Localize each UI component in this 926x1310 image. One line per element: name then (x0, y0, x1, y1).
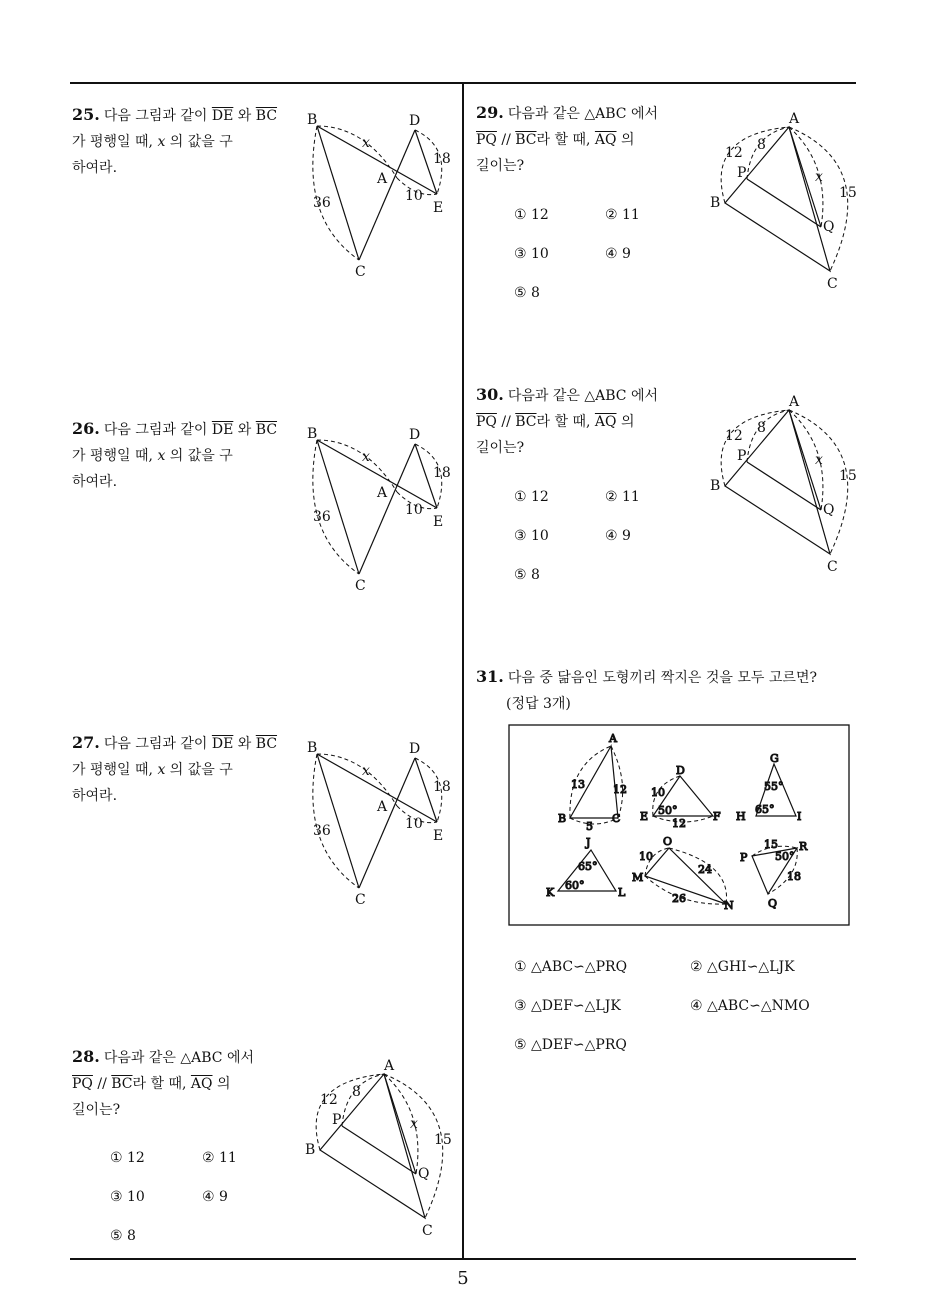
vertex-h: H (736, 810, 746, 823)
label-18: 18 (433, 151, 451, 167)
choice-1[interactable]: ① 12 (514, 207, 549, 223)
vertex-g: G (770, 752, 779, 765)
question-number: 31. (476, 667, 504, 686)
vertex-p: P (737, 165, 747, 181)
label-10: 10 (405, 502, 423, 518)
label-12: 12 (613, 783, 627, 796)
vertex-a: A (609, 732, 617, 745)
vertex-b: B (307, 112, 318, 128)
vertex-b: B (305, 1142, 316, 1158)
segment-pq (747, 462, 821, 510)
question-26: 26. 다음 그림과 같이 $\overline{DE}$ 와 $\overline{BC}$ 가 평행일 때, x 의 값을 구 하여라. (72, 419, 278, 490)
vertex-e: E (433, 514, 444, 530)
vertex-d: D (676, 764, 685, 777)
label-x: x (410, 1116, 418, 1132)
label-26: 26 (672, 892, 686, 905)
label-angle-55: 55° (764, 780, 784, 793)
vertex-c: C (422, 1223, 433, 1239)
vertex-a: A (377, 171, 388, 187)
label-13: 13 (571, 778, 585, 791)
vertex-i: I (797, 810, 802, 823)
q31-choice-2[interactable]: ② △GHI∽△LJK (690, 959, 795, 975)
vertex-d: D (409, 741, 421, 757)
label-10: 10 (651, 786, 665, 799)
segment-pq (342, 1126, 416, 1174)
vertex-o: O (663, 835, 673, 848)
vertex-q: Q (823, 502, 835, 518)
vertex-a: A (384, 1058, 395, 1074)
choice-2[interactable]: ② 11 (605, 489, 640, 505)
q31-choice-1[interactable]: ① △ABC∽△PRQ (514, 959, 628, 975)
label-x: x (815, 452, 823, 468)
label-12: 12 (725, 428, 743, 444)
choice-2[interactable]: ② 11 (202, 1150, 237, 1166)
similar-triangles-figure (508, 724, 850, 926)
label-15: 15 (839, 185, 857, 201)
choice-4[interactable]: ④ 9 (202, 1189, 228, 1205)
vertex-q: Q (768, 897, 778, 910)
question-number: 29. (476, 103, 504, 122)
label-10: 10 (405, 816, 423, 832)
label-18: 18 (433, 465, 451, 481)
bowtie-figure-25 (305, 108, 465, 283)
choice-4[interactable]: ④ 9 (605, 528, 631, 544)
label-x: x (362, 763, 370, 779)
choice-5[interactable]: ⑤ 8 (514, 567, 540, 583)
label-angle-65: 65° (578, 860, 598, 873)
vertex-b: B (710, 195, 721, 211)
vertex-c: C (355, 264, 366, 280)
label-x: x (362, 135, 370, 151)
vertex-r: R (799, 840, 808, 853)
label-36: 36 (313, 509, 331, 525)
vertex-d: D (409, 427, 421, 443)
arc-5 (570, 818, 618, 824)
vertex-c: C (612, 812, 621, 825)
choice-3[interactable]: ③ 10 (514, 246, 549, 262)
vertex-p: P (332, 1112, 342, 1128)
vertex-q: Q (418, 1166, 430, 1182)
vertex-c: C (827, 559, 838, 575)
choice-1[interactable]: ① 12 (110, 1150, 145, 1166)
q31-choice-3[interactable]: ③ △DEF∽△LJK (514, 998, 621, 1014)
vertex-e: E (433, 828, 444, 844)
label-10: 10 (405, 188, 423, 204)
vertex-b: B (710, 478, 721, 494)
triangle-figure-30 (705, 388, 870, 578)
choice-2[interactable]: ② 11 (605, 207, 640, 223)
label-18: 18 (433, 779, 451, 795)
page-number: 5 (457, 1268, 469, 1289)
label-12: 12 (725, 145, 743, 161)
bottom-rule (70, 1258, 856, 1260)
vertex-a: A (377, 485, 388, 501)
vertex-e: E (433, 200, 444, 216)
vertex-c: C (355, 578, 366, 594)
question-30: 30. 다음과 같은 △ABC 에서 $\overline{PQ} // \overline{BC}$라 할 때, $\overline{AQ}$ 의 길이는? (476, 385, 658, 456)
vertex-j: J (586, 836, 591, 849)
triangle-figure-29 (705, 105, 870, 295)
choice-3[interactable]: ③ 10 (514, 528, 549, 544)
vertex-n: N (724, 899, 734, 912)
choice-5[interactable]: ⑤ 8 (110, 1228, 136, 1244)
vertex-k: K (546, 886, 555, 899)
vertex-p: P (740, 851, 748, 864)
question-29: 29. 다음과 같은 △ABC 에서 $\overline{PQ} // \overline{BC}$라 할 때, $\overline{AQ}$ 의 길이는? (476, 103, 658, 174)
label-8: 8 (757, 420, 766, 436)
label-angle-50: 50° (658, 804, 678, 817)
label-angle-65: 65° (755, 803, 775, 816)
question-25: 25. 다음 그림과 같이 $\overline{DE}$ 와 $\overline{BC}$ 가 평행일 때, x 의 값을 구 하여라. (72, 105, 278, 176)
vertex-b: B (307, 740, 318, 756)
q31-choice-4[interactable]: ④ △ABC∽△NMO (690, 998, 810, 1014)
label-24: 24 (698, 863, 712, 876)
vertex-c: C (827, 276, 838, 292)
question-27: 27. 다음 그림과 같이 $\overline{DE}$ 와 $\overline{BC}$ 가 평행일 때, x 의 값을 구 하여라. (72, 733, 278, 804)
label-x: x (815, 169, 823, 185)
question-number: 30. (476, 385, 504, 404)
vertex-b: B (307, 426, 318, 442)
question-number: 27. (72, 733, 100, 752)
label-36: 36 (313, 823, 331, 839)
label-5: 5 (586, 820, 593, 833)
question-28: 28. 다음과 같은 △ABC 에서 $\overline{PQ} // \overline{BC}$라 할 때, $\overline{AQ}$ 의 길이는? (72, 1047, 254, 1118)
label-angle-60: 60° (565, 879, 585, 892)
choice-3[interactable]: ③ 10 (110, 1189, 145, 1205)
vertex-l: L (618, 886, 626, 899)
label-36: 36 (313, 195, 331, 211)
vertex-a: A (789, 394, 800, 410)
vertex-q: Q (823, 219, 835, 235)
vertex-p: P (737, 448, 747, 464)
choice-5[interactable]: ⑤ 8 (514, 285, 540, 301)
label-12: 12 (320, 1092, 338, 1108)
vertex-f: F (713, 810, 721, 823)
label-8: 8 (352, 1084, 361, 1100)
bowtie-figure-27 (305, 736, 465, 911)
vertex-b: B (558, 812, 567, 825)
question-number: 26. (72, 419, 100, 438)
label-15: 15 (434, 1132, 452, 1148)
segment-pq (747, 179, 821, 227)
q31-choice-5[interactable]: ⑤ △DEF∽△PRQ (514, 1037, 627, 1053)
label-15: 15 (764, 838, 778, 851)
bowtie-figure-26 (305, 422, 465, 597)
choice-1[interactable]: ① 12 (514, 489, 549, 505)
label-10: 10 (639, 850, 653, 863)
triangle-figure-28 (300, 1052, 465, 1242)
vertex-m: M (632, 871, 644, 884)
question-number: 25. (72, 105, 100, 124)
question-number: 28. (72, 1047, 100, 1066)
vertex-d: D (409, 113, 421, 129)
label-15: 15 (839, 468, 857, 484)
label-x: x (362, 449, 370, 465)
label-angle-50: 50° (775, 850, 795, 863)
vertex-c: C (355, 892, 366, 908)
label-12: 12 (672, 817, 686, 830)
vertex-a: A (377, 799, 388, 815)
vertex-a: A (789, 111, 800, 127)
vertex-e: E (640, 810, 649, 823)
question-31: 31. 다음 중 닮음인 도형끼리 짝지은 것을 모두 고르면? (정답 3개) (476, 667, 817, 712)
choice-4[interactable]: ④ 9 (605, 246, 631, 262)
label-8: 8 (757, 137, 766, 153)
label-18: 18 (787, 870, 801, 883)
